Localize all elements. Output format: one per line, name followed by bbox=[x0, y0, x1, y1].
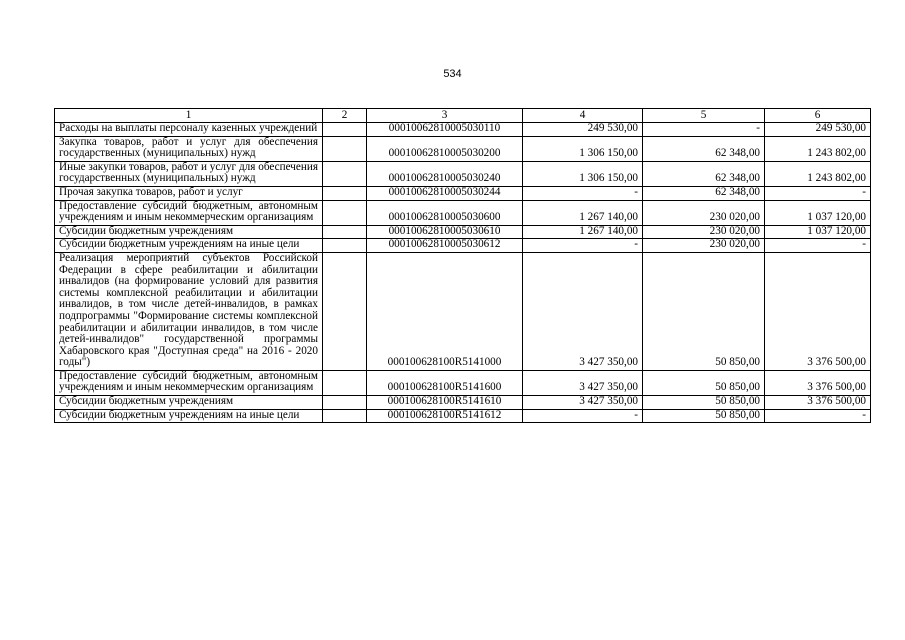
row-col2 bbox=[323, 123, 367, 137]
row-name: Закупка товаров, работ и услуг для обеспечения государственных (муниципальных) нужд bbox=[55, 136, 323, 161]
row-code: 00010062810005030600 bbox=[367, 200, 523, 225]
row-value-5: - bbox=[643, 123, 765, 137]
row-col2 bbox=[323, 239, 367, 253]
row-code: 000100628100R5141600 bbox=[367, 370, 523, 395]
table-row bbox=[55, 200, 871, 225]
row-value-6: 3 376 500,00 bbox=[765, 396, 871, 410]
row-name: Предоставление субсидий бюджетным, автономным учреждениям и иным некоммерческим организациям bbox=[55, 200, 323, 225]
header-col-6: 6 bbox=[765, 109, 871, 123]
row-value-6: 249 530,00 bbox=[765, 123, 871, 137]
table-row bbox=[55, 409, 871, 423]
row-value-4: - bbox=[523, 186, 643, 200]
row-code: 00010062810005030610 bbox=[367, 225, 523, 239]
row-value-6: 3 376 500,00 bbox=[765, 370, 871, 395]
table-row bbox=[55, 396, 871, 410]
row-col2 bbox=[323, 370, 367, 395]
table-row bbox=[55, 239, 871, 253]
row-value-5: 62 348,00 bbox=[643, 186, 765, 200]
row-code: 00010062810005030612 bbox=[367, 239, 523, 253]
row-value-4: 249 530,00 bbox=[523, 123, 643, 137]
row-value-5: 230 020,00 bbox=[643, 239, 765, 253]
table-row bbox=[55, 252, 871, 370]
row-name: Расходы на выплаты персоналу казенных учреждений bbox=[55, 123, 323, 137]
row-name: Субсидии бюджетным учреждениям на иные цели bbox=[55, 239, 323, 253]
row-value-4: - bbox=[523, 409, 643, 423]
row-value-6: 1 037 120,00 bbox=[765, 200, 871, 225]
table-row bbox=[55, 186, 871, 200]
row-code: 00010062810005030240 bbox=[367, 161, 523, 186]
row-col2 bbox=[323, 200, 367, 225]
row-value-5: 230 020,00 bbox=[643, 225, 765, 239]
row-name: Субсидии бюджетным учреждениям bbox=[55, 225, 323, 239]
row-name: Иные закупки товаров, работ и услуг для обеспечения государственных (муниципальных) нужд bbox=[55, 161, 323, 186]
row-value-5: 50 850,00 bbox=[643, 409, 765, 423]
row-col2 bbox=[323, 136, 367, 161]
row-value-4: 3 427 350,00 bbox=[523, 396, 643, 410]
row-value-6: - bbox=[765, 186, 871, 200]
header-col-2: 2 bbox=[323, 109, 367, 123]
row-value-4: 1 267 140,00 bbox=[523, 200, 643, 225]
row-value-5: 50 850,00 bbox=[643, 252, 765, 370]
table-row bbox=[55, 225, 871, 239]
row-code: 000100628100R5141000 bbox=[367, 252, 523, 370]
row-value-6: 1 243 802,00 bbox=[765, 136, 871, 161]
table-row bbox=[55, 123, 871, 137]
table-header-row bbox=[55, 109, 871, 123]
row-value-5: 50 850,00 bbox=[643, 396, 765, 410]
table-row bbox=[55, 370, 871, 395]
table-row bbox=[55, 136, 871, 161]
header-col-3: 3 bbox=[367, 109, 523, 123]
row-col2 bbox=[323, 252, 367, 370]
table-row bbox=[55, 161, 871, 186]
page-number: 534 bbox=[443, 68, 462, 80]
row-value-4: 1 267 140,00 bbox=[523, 225, 643, 239]
row-value-5: 62 348,00 bbox=[643, 136, 765, 161]
row-value-4: - bbox=[523, 239, 643, 253]
row-value-6: 1 037 120,00 bbox=[765, 225, 871, 239]
row-value-4: 1 306 150,00 bbox=[523, 161, 643, 186]
row-col2 bbox=[323, 225, 367, 239]
row-value-4: 3 427 350,00 bbox=[523, 252, 643, 370]
row-value-4: 1 306 150,00 bbox=[523, 136, 643, 161]
row-value-6: - bbox=[765, 409, 871, 423]
row-code: 00010062810005030110 bbox=[367, 123, 523, 137]
row-code: 00010062810005030244 bbox=[367, 186, 523, 200]
budget-table bbox=[54, 108, 871, 423]
row-col2 bbox=[323, 161, 367, 186]
row-name: Субсидии бюджетным учреждениям bbox=[55, 396, 323, 410]
row-value-5: 230 020,00 bbox=[643, 200, 765, 225]
row-value-6: - bbox=[765, 239, 871, 253]
row-name: Прочая закупка товаров, работ и услуг bbox=[55, 186, 323, 200]
row-code: 00010062810005030200 bbox=[367, 136, 523, 161]
row-value-6: 1 243 802,00 bbox=[765, 161, 871, 186]
row-value-4: 3 427 350,00 bbox=[523, 370, 643, 395]
row-col2 bbox=[323, 186, 367, 200]
row-name: Субсидии бюджетным учреждениям на иные цели bbox=[55, 409, 323, 423]
row-code: 000100628100R5141612 bbox=[367, 409, 523, 423]
row-value-5: 50 850,00 bbox=[643, 370, 765, 395]
row-name: Реализация мероприятий субъектов Российской Федерации в сфере реабилитации и абилитации инвалидов (на формирование условий для развития системы комплексной реабилитации и абилитации инвалидов, в том числе детей-инвалидов, в рамках подпрограммы "Формирование системы комплексной реабилитации и абилитации инвалидов, в том числе детей-инвалидов" государственной программы Хабаровского края "Доступная среда" на 2016 - 2020 годы") bbox=[55, 252, 323, 370]
row-col2 bbox=[323, 409, 367, 423]
row-value-5: 62 348,00 bbox=[643, 161, 765, 186]
row-name: Предоставление субсидий бюджетным, автономным учреждениям и иным некоммерческим организациям bbox=[55, 370, 323, 395]
header-col-4: 4 bbox=[523, 109, 643, 123]
header-col-5: 5 bbox=[643, 109, 765, 123]
header-col-1: 1 bbox=[55, 109, 323, 123]
row-code: 000100628100R5141610 bbox=[367, 396, 523, 410]
row-value-6: 3 376 500,00 bbox=[765, 252, 871, 370]
row-col2 bbox=[323, 396, 367, 410]
